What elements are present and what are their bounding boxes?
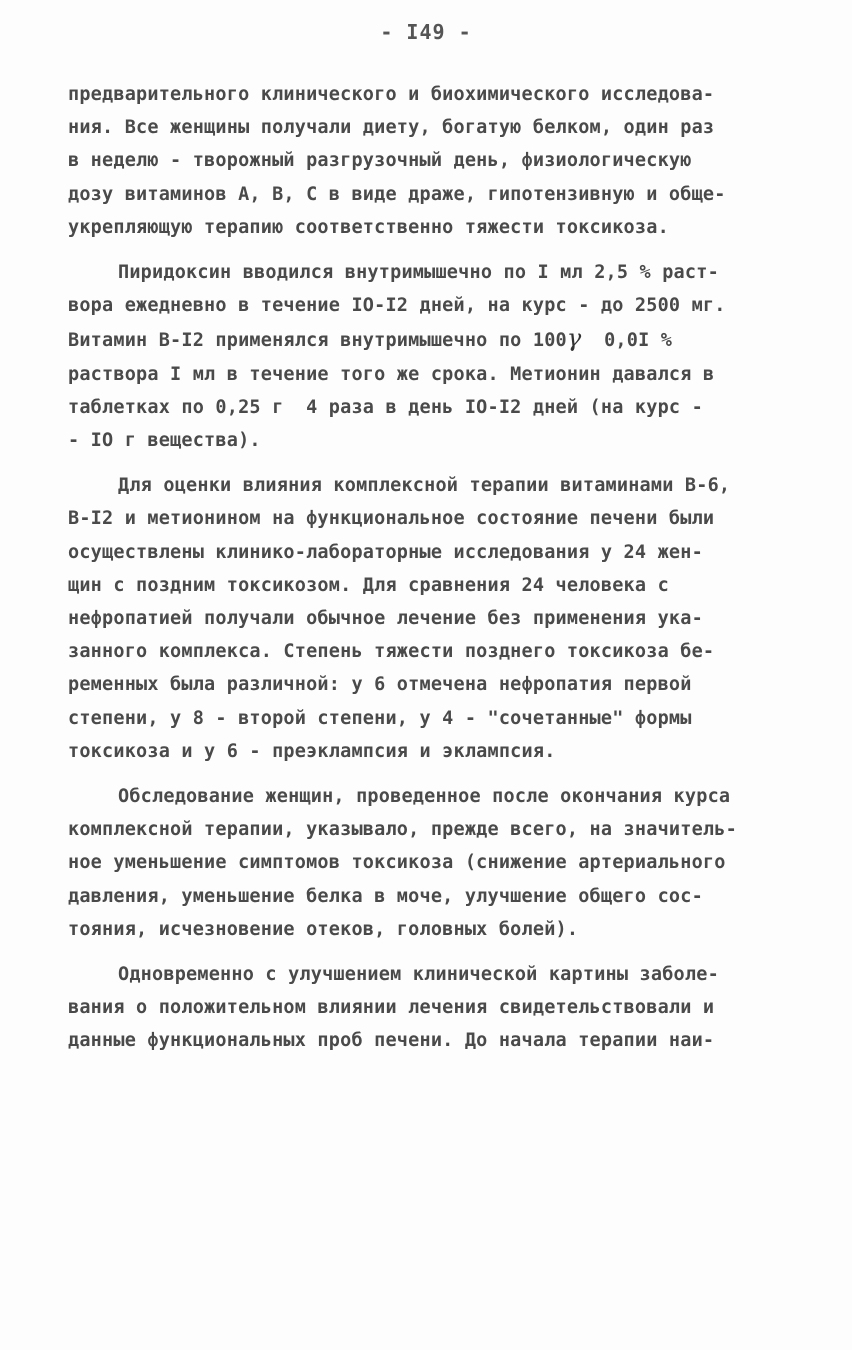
text-line <box>68 322 788 357</box>
page-number: - I49 - <box>380 20 472 44</box>
paragraph-3 <box>68 469 788 768</box>
text-line: раствора I мл в течение того же срока. Метионин давался в <box>68 363 715 385</box>
paragraph-4 <box>68 780 788 946</box>
text-line: Одновременно с улучшением клинической картины заболе- <box>118 964 719 986</box>
text-line: вора ежедневно в течение IO-I2 дней, на курс - до 2500 мг. <box>68 295 726 317</box>
paragraph-2 <box>68 256 788 457</box>
text-line: данные функциональных проб печени. До начала терапии наи- <box>68 1030 715 1052</box>
text-line: Пиридоксин вводился внутримышечно по I мл 2,5 % раст- <box>118 262 719 284</box>
text-line: - IO г вещества). <box>68 430 261 452</box>
text-line: Для оценки влияния комплексной терапии витаминами В-6, <box>118 475 731 497</box>
text-line: вания о положительном влиянии лечения свидетельствовали и <box>68 997 715 1019</box>
text-line: дозу витаминов А, В, С в виде драже, гипотензивную и обще- <box>68 183 726 205</box>
text-line: осуществлены клинико-лабораторные исследования у 24 жен- <box>68 541 703 563</box>
text-line: ное уменьшение симптомов токсикоза (снижение артериального <box>68 852 726 874</box>
handwritten-gamma: γ <box>566 324 582 353</box>
text-line: таблетках по 0,25 г 4 раза в день IO-I2 дней (на курс - <box>68 396 703 418</box>
text-line: предварительного клинического и биохимического исследова- <box>68 84 715 105</box>
text-line: в неделю - творожный разгрузочный день, физиологическую <box>68 150 692 172</box>
text-line: давления, уменьшение белка в моче, улучшение общего сос- <box>68 885 703 907</box>
text-line: нефропатией получали обычное лечение без применения ука- <box>68 608 703 630</box>
text-line: В-I2 и метионином на функциональное состояние печени были <box>68 508 715 530</box>
body-text <box>68 78 788 1070</box>
text-line: комплексной терапии, указывало, прежде всего, на значитель- <box>68 819 737 841</box>
text-line: ния. Все женщины получали диету, богатую белком, один раз <box>68 117 715 139</box>
text-line: занного комплекса. Степень тяжести позднего токсикоза бе- <box>68 641 715 663</box>
text-line: тояния, исчезновение отеков, головных болей). <box>68 918 579 940</box>
text-line: степени, у 8 - второй степени, у 4 - "сочетанные" формы <box>68 707 692 729</box>
text-line: ременных была различной: у 6 отмечена нефропатия первой <box>68 674 692 696</box>
text-line-start: Витамин В-I2 применялся внутримышечно по 100 <box>68 330 567 352</box>
text-line-end: 0,0I % <box>581 330 673 352</box>
text-line: укрепляющую терапию соответственно тяжести токсикоза. <box>68 216 669 238</box>
text-line: Обследование женщин, проведенное после окончания курса <box>118 786 731 808</box>
paragraph-5 <box>68 958 788 1058</box>
text-line: щин с поздним токсикозом. Для сравнения 24 человека с <box>68 574 669 596</box>
text-line: токсикоза и у 6 - преэклампсия и эклампсия. <box>68 740 556 762</box>
paragraph-1 <box>68 78 788 244</box>
